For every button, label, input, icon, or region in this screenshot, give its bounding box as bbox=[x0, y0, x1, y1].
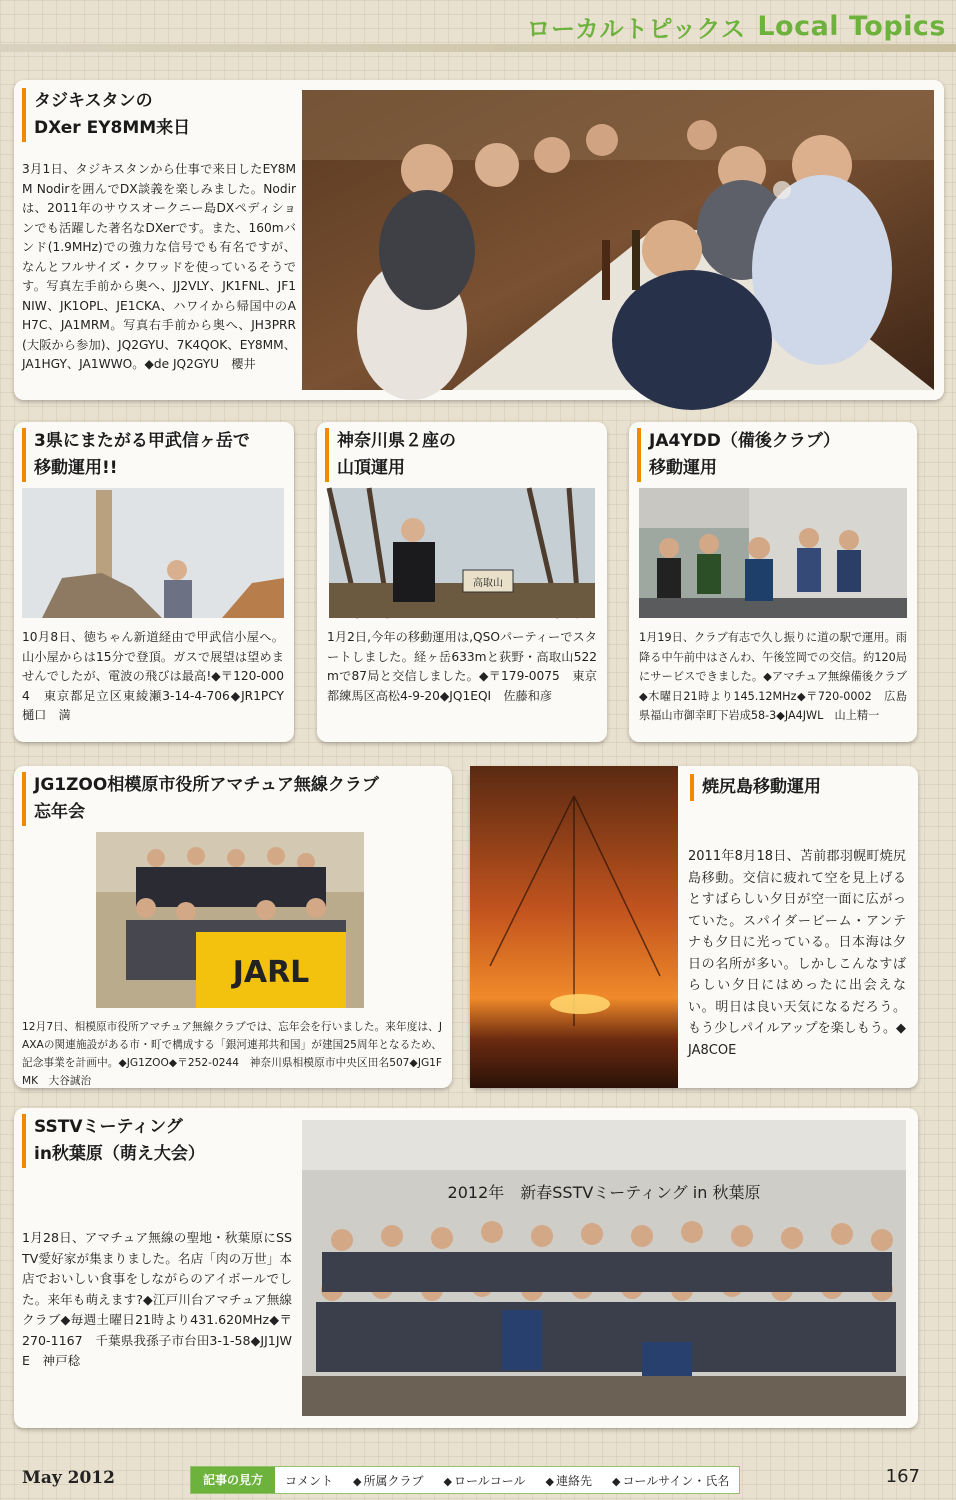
dinner-photo-image bbox=[302, 90, 934, 390]
diamond-icon: ◆ bbox=[545, 1474, 554, 1488]
legend-item-rollcall bbox=[434, 1472, 536, 1489]
legend-heading: 記事の見方 bbox=[191, 1467, 275, 1493]
mountaintop-photo-image bbox=[329, 488, 595, 618]
section-header bbox=[527, 6, 947, 46]
article-title bbox=[637, 428, 919, 482]
article-body: 1月28日、アマチュア無線の聖地・秋葉原にSSTV愛好家が集まりました。名店「肉の万世」本店でおいしい食事をしながらのアイボールでした。来年も萌えます?◆江戸川台アマチュア無線クラブ◆毎週土曜日21時より431.620MHz◆〒270-1167 千葉県我孫子市台田3-1-58◆JJ1JWE 神戸稔 bbox=[22, 1230, 292, 1368]
title-line-2: DXer EY8MM来日 bbox=[34, 118, 191, 138]
mountaintop-photo bbox=[329, 488, 595, 618]
title-line-1: JG1ZOO相模原市役所アマチュア無線クラブ bbox=[34, 775, 379, 795]
article-jg1zoo bbox=[14, 766, 452, 1088]
article-title bbox=[22, 88, 294, 142]
article-title bbox=[690, 774, 912, 801]
dinner-photo bbox=[302, 90, 934, 390]
article-title bbox=[22, 428, 294, 482]
article-title bbox=[22, 772, 454, 826]
article-body: 2011年8月18日、苫前郡羽幌町焼尻島移動。交信に疲れて空を見上げるとすばらしい夕日が空一面に広がっていた。スパイダービーム・アンテナも夕日に光っている。日本海は夕日の名所が多い。しかしこんなすばらしい夕日にはめったに出会えない。明日は良い天気になるだろう。もう少しパイルアップを楽しもう。◆JA8COE bbox=[688, 849, 906, 1058]
title-line-1: JA4YDD（備後クラブ） bbox=[649, 431, 841, 451]
diamond-icon: ◆ bbox=[353, 1474, 362, 1488]
article-sstv bbox=[14, 1108, 918, 1428]
article-yagishiri bbox=[470, 766, 918, 1088]
sstv-group-photo bbox=[302, 1120, 906, 1416]
article-body: 12月7日、相模原市役所アマチュア無線クラブでは、忘年会を行いました。来年度は、JAXAの関連施設がある市・町で構成する「銀河連邦共和国」が建国25周年となるため、記念事業を計画中。◆JG1ZOO◆〒252-0244 神奈川県相模原市中央区田名507◆JG1FMK 大谷誠治 bbox=[22, 1021, 442, 1087]
legend-item-comment bbox=[275, 1472, 343, 1489]
mountain-sign-text: 高取山 bbox=[473, 578, 503, 589]
title-line-2: in秋葉原（萌え大会） bbox=[34, 1144, 205, 1164]
legend-label: ロールコール bbox=[453, 1473, 526, 1488]
title-line-2: 移動運用 bbox=[649, 458, 717, 478]
page-number: 167 bbox=[885, 1466, 920, 1487]
article-ja4ydd bbox=[629, 422, 917, 742]
party-photo-image bbox=[96, 832, 364, 1008]
article-kobushi bbox=[14, 422, 297, 742]
summit-photo bbox=[22, 488, 284, 618]
jarl-banner-text: JARL bbox=[232, 955, 310, 990]
diamond-icon: ◆ bbox=[612, 1474, 621, 1488]
legend-label: 所属クラブ bbox=[363, 1473, 424, 1488]
article-body: 1月2日,今年の移動運用は,QSOパーティーでスタートしました。経ヶ岳633mと荻野・高取山522mで87局と交信しました。◆〒179-0075 東京都練馬区高松4-9-20◆JQ1EQI 佐藤和彦 bbox=[327, 630, 597, 703]
header-title-jp: ローカルトピックス bbox=[526, 14, 746, 43]
page-footer bbox=[0, 1462, 956, 1500]
legend-item-callsign bbox=[602, 1472, 739, 1489]
legend-item-club bbox=[343, 1472, 433, 1489]
sunset-photo bbox=[470, 766, 678, 1088]
legend-label: 連絡先 bbox=[555, 1473, 592, 1488]
summit-photo-image bbox=[22, 488, 284, 618]
article-tajikistan bbox=[14, 80, 944, 400]
issue-date: May 2012 bbox=[22, 1468, 115, 1488]
article-title bbox=[325, 428, 607, 482]
title-line-2: 山頂運用 bbox=[337, 458, 405, 478]
title-line-1: 3県にまたがる甲武信ヶ岳で bbox=[34, 431, 250, 451]
legend-label: コメント bbox=[285, 1473, 334, 1488]
title-line-1: 焼尻島移動運用 bbox=[702, 777, 821, 797]
legend-item-contact bbox=[536, 1472, 602, 1489]
title-line-1: SSTVミーティング bbox=[34, 1117, 183, 1137]
article-body: 1月19日、クラブ有志で久し振りに道の駅で運用。雨降る中午前中はさんわ、午後笠岡での交信。約120局にサービスできました。◆アマチュア無線備後クラブ◆木曜日21時より145.12MHz◆〒720-0002 広島県福山市御幸町下岩成58-3◆JA4JWL 山上精一 bbox=[639, 631, 907, 722]
article-title bbox=[22, 1114, 304, 1168]
club-group-photo-image bbox=[639, 488, 907, 618]
sstv-banner-text: 2012年 新春SSTVミーティング in 秋葉原 bbox=[447, 1183, 761, 1202]
party-photo bbox=[96, 832, 364, 1008]
article-body: 3月1日、タジキスタンから仕事で来日したEY8MM Nodirを囲んでDX談義を楽しみました。Nodirは、2011年のサウスオークニー島DXペディションでも活躍した著名なDXerです。また、160mバンド(1.9MHz)での強力な信号でも有名ですが、なんとフルサイズ・クワッドを使っているそうです。写真左手前から奥へ、JJ2VLY、JK1FNL、JF1NIW、JK1OPL、JE1CKA、ハワイから帰国中のAH7C、JA1MRM。写真右手前から奥へ、JH3PRR(大阪から参加)、JQ2GYU、7K4QOK、EY8MM、JA1HGY、JA1WWO。◆de JQ2GYU 櫻井 bbox=[22, 162, 296, 371]
title-line-2: 忘年会 bbox=[34, 802, 85, 822]
sstv-group-photo-image bbox=[302, 1120, 906, 1416]
legend-bar bbox=[190, 1466, 740, 1494]
title-line-1: タジキスタンの bbox=[34, 91, 153, 111]
diamond-icon: ◆ bbox=[443, 1474, 452, 1488]
header-title-en: Local Topics bbox=[757, 10, 946, 42]
title-line-1: 神奈川県２座の bbox=[337, 431, 456, 451]
article-body: 10月8日、徳ちゃん新道経由で甲武信小屋へ。山小屋からは15分で登頂。ガスで展望は望めませんでしたが、電波の飛びは最高!◆〒120-0004 東京都足立区東綾瀬3-14-4-706◆JR1PCY 樋口 満 bbox=[22, 630, 297, 722]
sunset-photo-image bbox=[470, 766, 678, 1088]
club-group-photo bbox=[639, 488, 907, 618]
article-kanagawa bbox=[317, 422, 607, 742]
title-line-2: 移動運用!! bbox=[34, 458, 118, 478]
legend-label: コールサイン・氏名 bbox=[622, 1473, 730, 1488]
